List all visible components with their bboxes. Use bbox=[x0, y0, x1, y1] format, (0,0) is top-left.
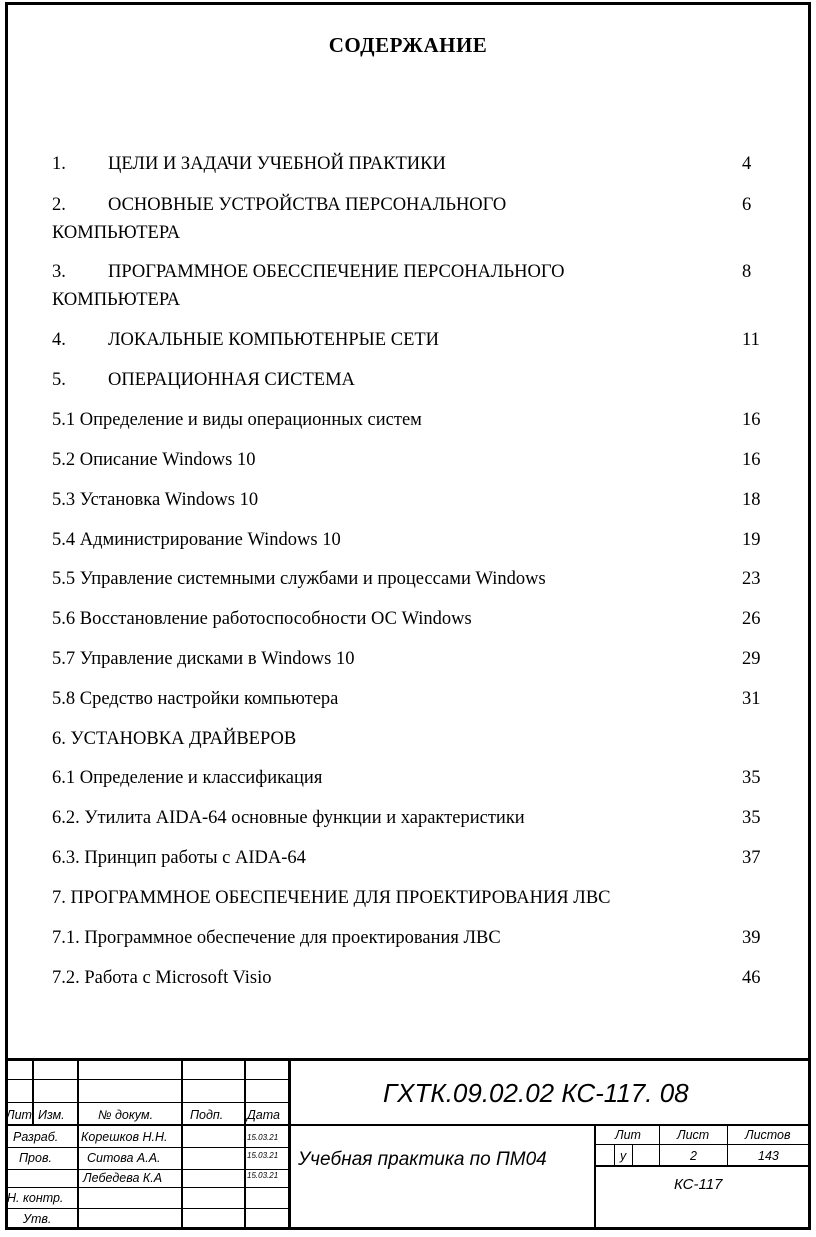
toc-text: 5.3 Установка Windows 10 bbox=[52, 490, 259, 510]
toc-text: 7. ПРОГРАММНОЕ ОБЕСПЕЧЕНИЕ ДЛЯ ПРОЕКТИРОВАНИЯ ЛВС bbox=[52, 888, 611, 908]
page-title: СОДЕРЖАНИЕ bbox=[328, 33, 488, 57]
stamp-rule bbox=[614, 1145, 615, 1166]
toc-page: 23 bbox=[742, 569, 761, 589]
row-name: Корешков Н.Н. bbox=[81, 1130, 168, 1144]
row-name: Ситова А.А. bbox=[87, 1151, 161, 1165]
toc-page: 16 bbox=[742, 410, 761, 430]
header-doc-no: № докум. bbox=[98, 1108, 154, 1122]
toc-page: 11 bbox=[742, 330, 760, 350]
toc-text: 6.1 Определение и классификация bbox=[52, 768, 323, 788]
toc-page: 6 bbox=[742, 195, 752, 215]
sheet-header-sheet: Лист bbox=[677, 1128, 710, 1142]
toc-number: 3. bbox=[52, 262, 66, 282]
stamp-divider bbox=[288, 1058, 291, 1230]
toc-text: ОСНОВНЫЕ УСТРОЙСТВА ПЕРСОНАЛЬНОГО bbox=[108, 195, 507, 215]
toc-text: ЦЕЛИ И ЗАДАЧИ УЧЕБНОЙ ПРАКТИКИ bbox=[108, 154, 446, 174]
stamp-rule bbox=[77, 1058, 79, 1230]
header-date: Дата bbox=[247, 1108, 280, 1122]
organization-code: КС-117 bbox=[674, 1176, 723, 1193]
stamp-rule bbox=[727, 1126, 728, 1167]
title-block bbox=[5, 1058, 811, 1230]
toc-text: 7.2. Работа с Microsoft Visio bbox=[52, 968, 272, 988]
row-role: Пров. bbox=[19, 1151, 52, 1165]
stamp-rule bbox=[596, 1144, 811, 1145]
toc-text-continued: КОМПЬЮТЕРА bbox=[52, 290, 181, 310]
stamp-rule bbox=[632, 1145, 633, 1166]
toc-text: 5.4 Администрирование Windows 10 bbox=[52, 530, 341, 550]
toc-number: 5. bbox=[52, 370, 66, 390]
toc-page: 35 bbox=[742, 768, 761, 788]
sheet-header-lit: Лит bbox=[615, 1128, 641, 1142]
stamp-rule bbox=[181, 1058, 183, 1230]
stamp-rule bbox=[596, 1165, 811, 1167]
toc-page: 18 bbox=[742, 490, 761, 510]
toc-text: 5.5 Управление системными службами и процессами Windows bbox=[52, 569, 546, 589]
toc-text: ЛОКАЛЬНЫЕ КОМПЬЮТЕНРЫЕ СЕТИ bbox=[108, 330, 440, 350]
toc-text: 6. УСТАНОВКА ДРАЙВЕРОВ bbox=[52, 729, 297, 749]
toc-text-continued: КОМПЬЮТЕРА bbox=[52, 223, 181, 243]
toc-number: 1. bbox=[52, 154, 66, 174]
toc-text: 5.8 Средство настройки компьютера bbox=[52, 689, 339, 709]
toc-number: 4. bbox=[52, 330, 66, 350]
toc-page: 8 bbox=[742, 262, 752, 282]
row-role: Н. контр. bbox=[7, 1191, 64, 1205]
sheet-header-sheets: Листов bbox=[745, 1128, 791, 1142]
toc-text: 7.1. Программное обеспечение для проектирования ЛВС bbox=[52, 928, 501, 948]
header-sign: Подп. bbox=[190, 1108, 224, 1122]
toc-page: 35 bbox=[742, 808, 761, 828]
toc-text: ОПЕРАЦИОННАЯ СИСТЕМА bbox=[108, 370, 355, 390]
sheet-count: 143 bbox=[758, 1149, 779, 1163]
row-date: 15.03.21 bbox=[247, 1133, 279, 1142]
toc-page: 31 bbox=[742, 689, 761, 709]
toc-page: 26 bbox=[742, 609, 761, 629]
row-role: Разраб. bbox=[13, 1130, 59, 1144]
toc-page: 16 bbox=[742, 450, 761, 470]
toc-text: 5.7 Управление дисками в Windows 10 bbox=[52, 649, 355, 669]
sheet-number: 2 bbox=[690, 1149, 697, 1163]
toc-text: 5.2 Описание Windows 10 bbox=[52, 450, 256, 470]
row-date: 15.03.21 bbox=[247, 1151, 279, 1160]
toc-page: 46 bbox=[742, 968, 761, 988]
stamp-top-border bbox=[5, 1058, 811, 1061]
toc-text: ПРОГРАММНОЕ ОБЕССПЕЧЕНИЕ ПЕРСОНАЛЬНОГО bbox=[108, 262, 565, 282]
header-izm: Изм. bbox=[38, 1108, 65, 1122]
toc-text: 6.2. Утилита AIDA-64 основные функции и характеристики bbox=[52, 808, 525, 828]
stamp-rule bbox=[32, 1058, 34, 1126]
toc-page: 29 bbox=[742, 649, 761, 669]
toc-text: 6.3. Принцип работы с AIDA-64 bbox=[52, 848, 306, 868]
toc-page: 19 bbox=[742, 530, 761, 550]
header-lit: Лит bbox=[6, 1108, 32, 1122]
stamp-rule bbox=[594, 1126, 596, 1230]
stamp-rule bbox=[244, 1058, 246, 1230]
toc-page: 4 bbox=[742, 154, 752, 174]
row-name: Лебедева К.А bbox=[83, 1171, 163, 1185]
row-role: Утв. bbox=[23, 1212, 52, 1226]
toc-text: 5.6 Восстановление работоспособности ОС Windows bbox=[52, 609, 472, 629]
toc-text: 5.1 Определение и виды операционных систем bbox=[52, 410, 422, 430]
toc-page: 37 bbox=[742, 848, 761, 868]
document-code: ГХТК.09.02.02 КС-117. 08 bbox=[383, 1078, 689, 1108]
toc-number: 2. bbox=[52, 195, 66, 215]
row-date: 15.03.21 bbox=[247, 1171, 279, 1180]
stamp-rule bbox=[659, 1126, 660, 1167]
sheet-lit-value: у bbox=[620, 1149, 627, 1163]
practice-title: Учебная практика по ПМ04 bbox=[298, 1149, 547, 1170]
stamp-header-line bbox=[5, 1124, 811, 1126]
toc-page: 39 bbox=[742, 928, 761, 948]
